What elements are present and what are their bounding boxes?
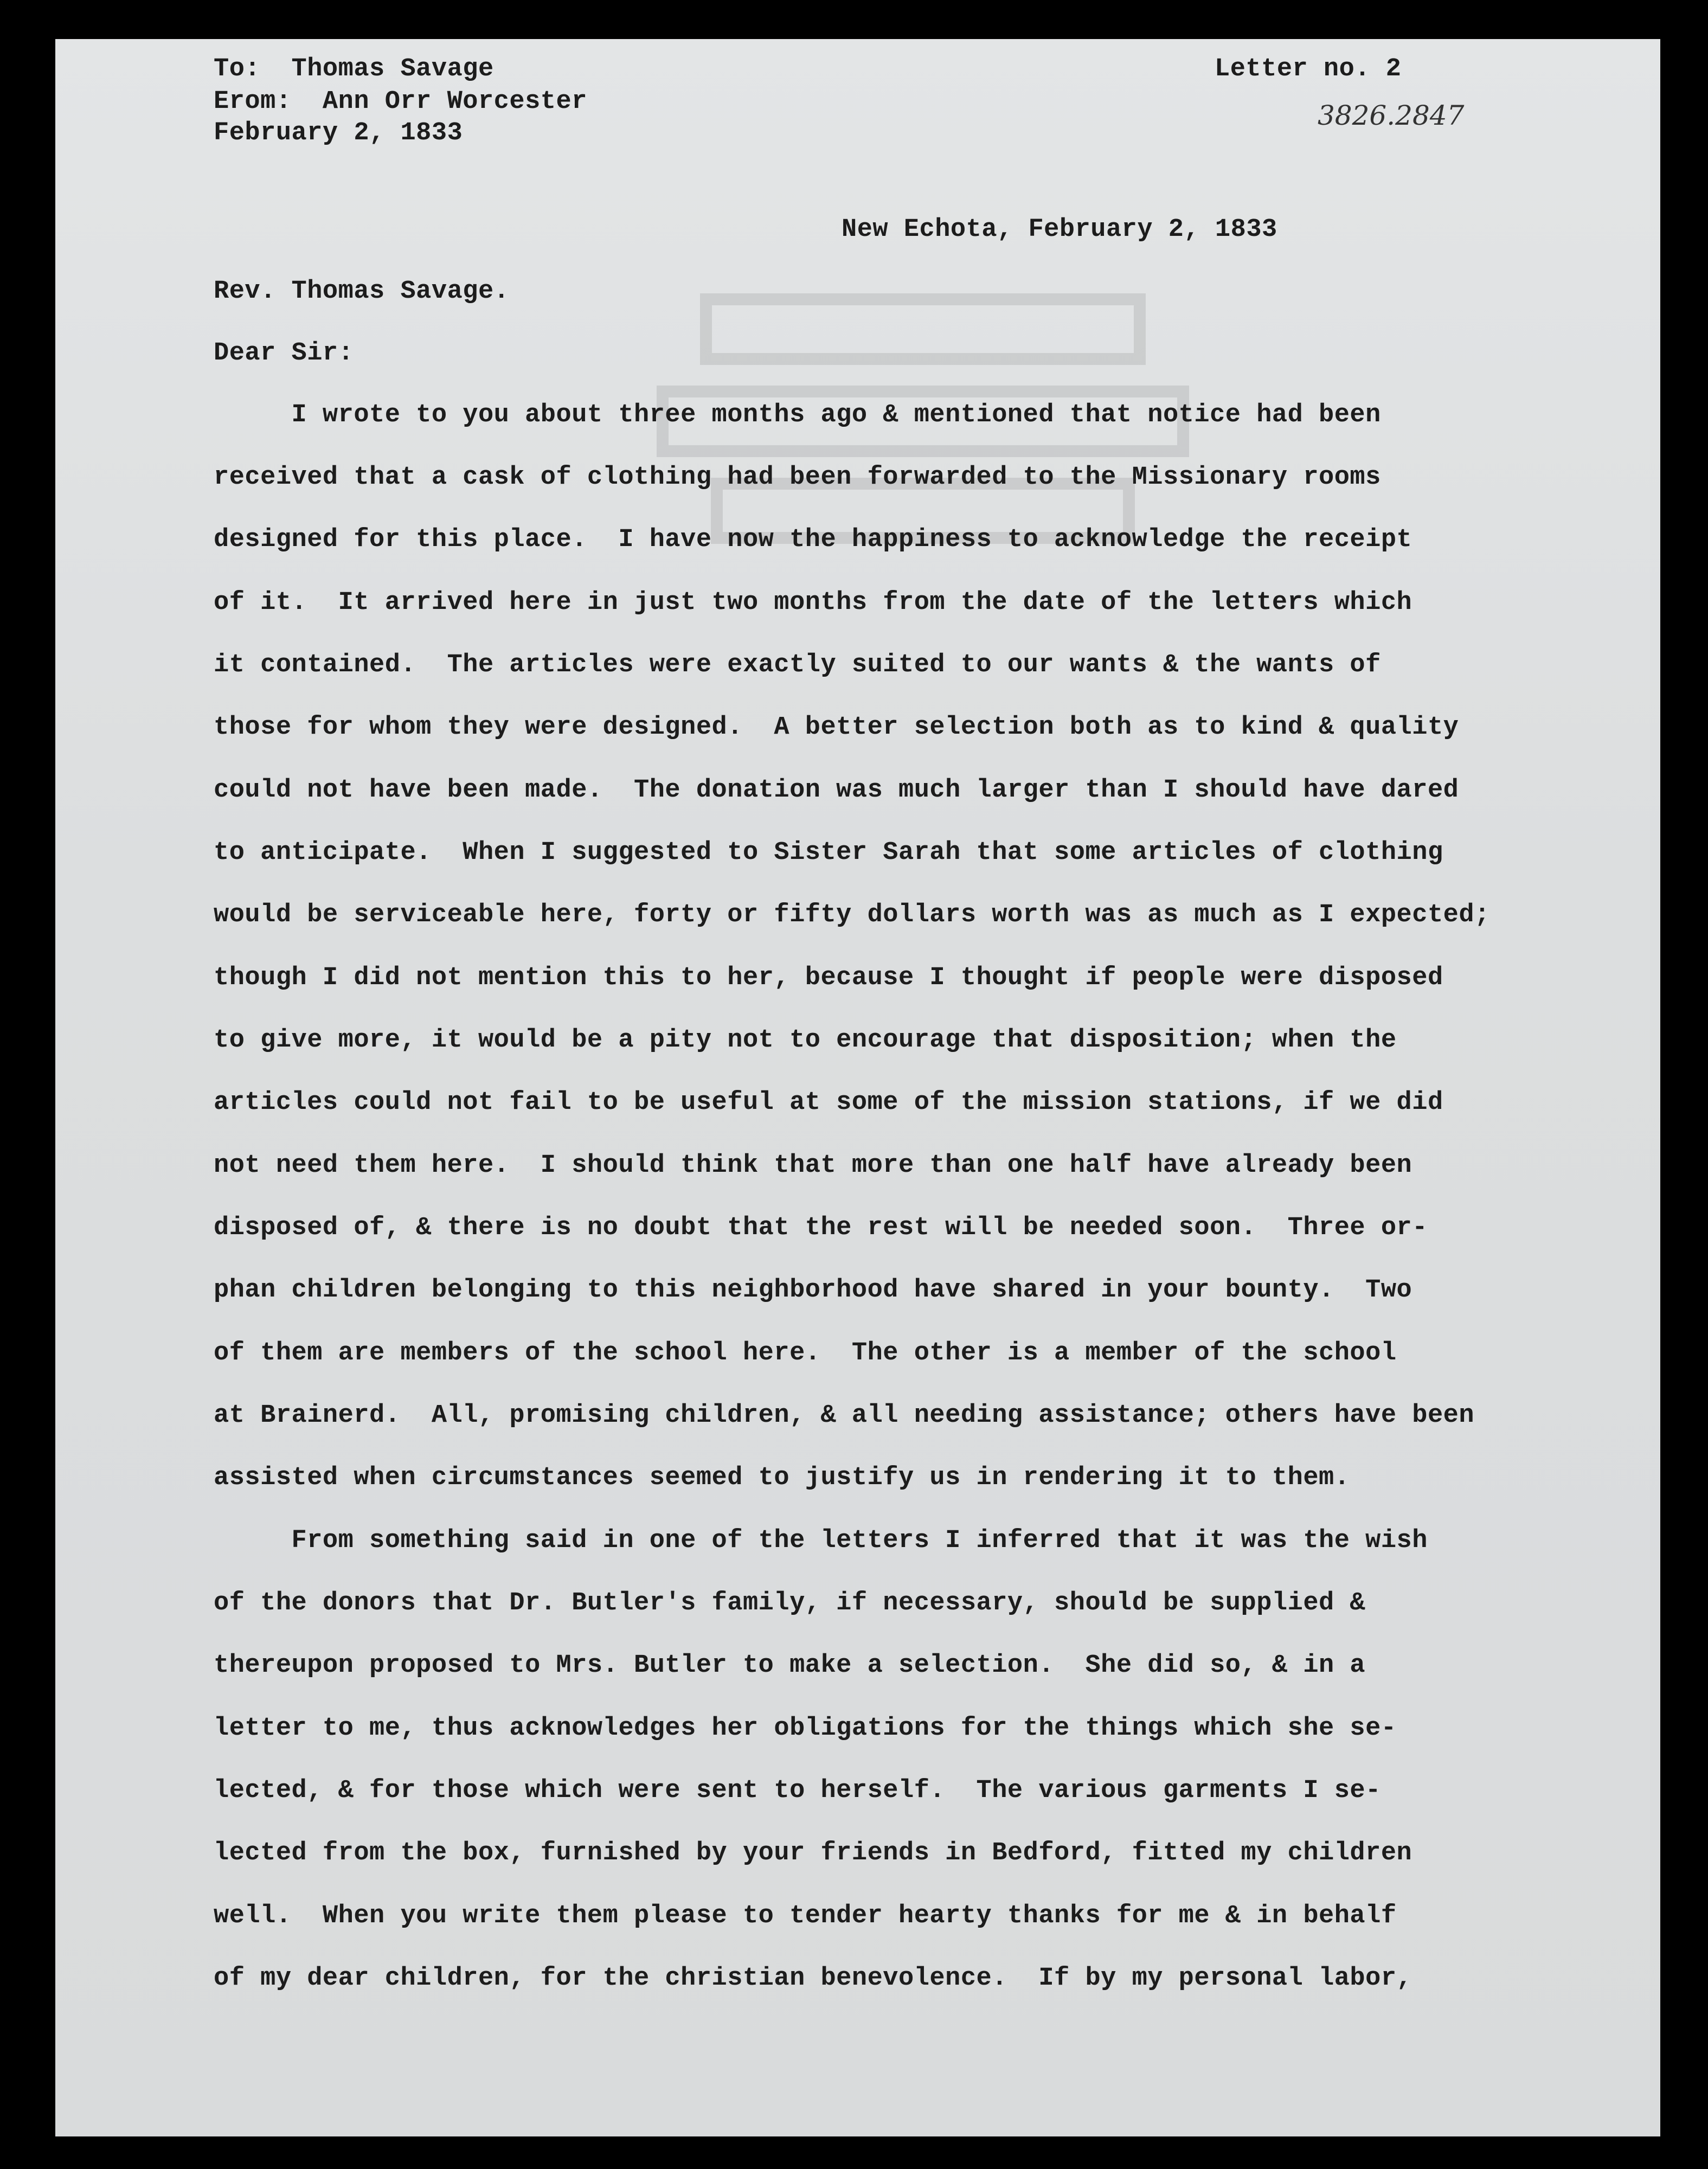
stamp-watermark (598, 218, 1248, 652)
letter-number: Letter no. 2 (1215, 55, 1402, 84)
body-line: to give more, it would be a pity not to encourage that disposition; when the (214, 1026, 1397, 1055)
body-line: of the donors that Dr. Butler's family, if necessary, should be supplied & (214, 1589, 1366, 1618)
body-line: articles could not fail to be useful at some of the mission stations, if we did (214, 1088, 1443, 1117)
body-line: though I did not mention this to her, because I thought if people were disposed (214, 964, 1443, 992)
catalog-note: 3826.2847 (1318, 100, 1465, 131)
body-line: lected from the box, furnished by your friends in Bedford, fitted my children (214, 1839, 1412, 1868)
dateline: New Echota, February 2, 1833 (842, 215, 1277, 244)
body-line: of my dear children, for the christian benevolence. If by my personal labor, (214, 1964, 1412, 1993)
body-line: well. When you write them please to tender hearty thanks for me & in behalf (214, 1902, 1397, 1930)
salutation: Dear Sir: (214, 339, 354, 368)
body-line: lected, & for those which were sent to herself. The various garments I se- (214, 1776, 1381, 1805)
body-line: to anticipate. When I suggested to Sister Sarah that some articles of clothing (214, 838, 1443, 867)
letter-page (55, 39, 1660, 2136)
body-line: not need them here. I should think that more than one half have already been (214, 1151, 1412, 1180)
header-from: Erom: Ann Orr Worcester (214, 87, 587, 116)
body-line: designed for this place. I have now the happiness to acknowledge the receipt (214, 525, 1412, 554)
body-line: at Brainerd. All, promising children, & all needing assistance; others have been (214, 1401, 1475, 1430)
body-line: would be serviceable here, forty or fifty dollars worth was as much as I expected; (214, 901, 1490, 929)
body-line: I wrote to you about three months ago & mentioned that notice had been (214, 401, 1381, 429)
header-date: February 2, 1833 (214, 119, 463, 147)
body-line: of them are members of the school here. The other is a member of the school (214, 1339, 1397, 1368)
body-line: could not have been made. The donation was much larger than I should have dared (214, 776, 1459, 805)
body-line: received that a cask of clothing had been forwarded to the Missionary rooms (214, 463, 1381, 492)
body-line: From something said in one of the letters I inferred that it was the wish (214, 1526, 1428, 1555)
body-line: those for whom they were designed. A better selection both as to kind & quality (214, 713, 1459, 742)
body-line: of it. It arrived here in just two months from the date of the letters which (214, 588, 1412, 617)
body-line: letter to me, thus acknowledges her obligations for the things which she se- (214, 1714, 1397, 1743)
header-to: To: Thomas Savage (214, 55, 494, 84)
body-line: phan children belonging to this neighborhood have shared in your bounty. Two (214, 1276, 1412, 1305)
body-line: disposed of, & there is no doubt that the rest will be needed soon. Three or- (214, 1214, 1428, 1242)
addressee: Rev. Thomas Savage. (214, 277, 510, 306)
body-line: assisted when circumstances seemed to justify us in rendering it to them. (214, 1464, 1350, 1492)
body-line: it contained. The articles were exactly suited to our wants & the wants of (214, 651, 1381, 679)
body-line: thereupon proposed to Mrs. Butler to make a selection. She did so, & in a (214, 1651, 1366, 1680)
